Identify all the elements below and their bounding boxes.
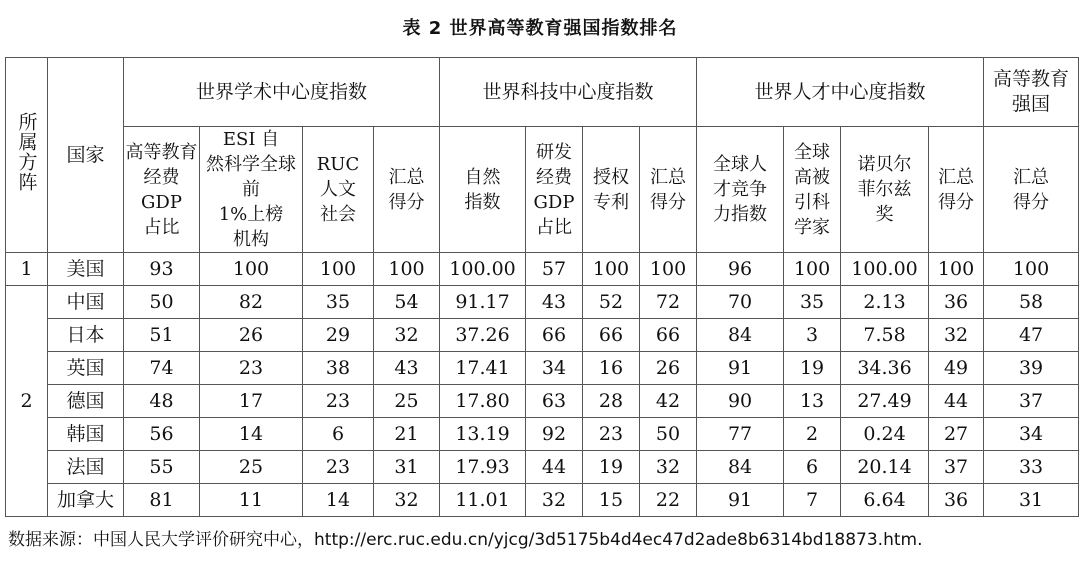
value-cell: 51	[124, 319, 200, 352]
value-cell: 91	[697, 484, 784, 517]
value-cell: 84	[697, 451, 784, 484]
source-note: 数据来源：中国人民大学评价研究中心，http://erc.ruc.edu.cn/yjcg/3d5175b4d4ec47d2ade8b6314bd18873.htm.	[8, 530, 923, 550]
header-c8: 汇总 得分	[640, 127, 697, 253]
header-group-power-label: 高等教育 强国	[993, 68, 1070, 115]
value-cell: 90	[697, 385, 784, 418]
value-cell: 27.49	[841, 385, 929, 418]
value-cell: 38	[303, 352, 374, 385]
value-cell: 11.01	[440, 484, 526, 517]
value-cell: 66	[583, 319, 640, 352]
value-cell: 32	[374, 484, 440, 517]
value-cell: 100	[303, 253, 374, 286]
table-title: 表 2 世界高等教育强国指数排名	[402, 18, 678, 39]
value-cell: 34	[984, 418, 1079, 451]
value-cell: 56	[124, 418, 200, 451]
value-cell: 13.19	[440, 418, 526, 451]
header-tier: 所属方阵	[6, 58, 48, 253]
value-cell: 100	[200, 253, 303, 286]
value-cell: 32	[640, 451, 697, 484]
value-cell: 19	[583, 451, 640, 484]
header-c7: 授权 专利	[583, 127, 640, 253]
value-cell: 7	[784, 484, 841, 517]
value-cell: 14	[303, 484, 374, 517]
value-cell: 6.64	[841, 484, 929, 517]
header-c1: 高等教育 经费 GDP 占比	[124, 127, 200, 253]
country-cell: 日本	[48, 319, 124, 352]
header-c3: RUC 人文 社会	[303, 127, 374, 253]
value-cell: 37	[984, 385, 1079, 418]
value-cell: 13	[784, 385, 841, 418]
value-cell: 6	[784, 451, 841, 484]
value-cell: 37	[929, 451, 984, 484]
header-c5: 自然 指数	[440, 127, 526, 253]
value-cell: 34.36	[841, 352, 929, 385]
value-cell: 23	[583, 418, 640, 451]
value-cell: 49	[929, 352, 984, 385]
header-group-tech: 世界科技中心度指数	[440, 58, 697, 127]
value-cell: 34	[526, 352, 583, 385]
value-cell: 11	[200, 484, 303, 517]
value-cell: 100	[984, 253, 1079, 286]
header-country: 国家	[48, 58, 124, 253]
value-cell: 37.26	[440, 319, 526, 352]
table-row	[6, 286, 1079, 319]
table-row	[6, 484, 1079, 517]
country-cell: 法国	[48, 451, 124, 484]
value-cell: 48	[124, 385, 200, 418]
header-c10: 全球 高被 引科 学家	[784, 127, 841, 253]
value-cell: 3	[784, 319, 841, 352]
header-c6: 研发 经费 GDP 占比	[526, 127, 583, 253]
value-cell: 100	[374, 253, 440, 286]
value-cell: 36	[929, 484, 984, 517]
value-cell: 2.13	[841, 286, 929, 319]
value-cell: 2	[784, 418, 841, 451]
value-cell: 25	[374, 385, 440, 418]
header-c12: 汇总 得分	[929, 127, 984, 253]
value-cell: 70	[697, 286, 784, 319]
value-cell: 55	[124, 451, 200, 484]
table-row	[6, 418, 1079, 451]
value-cell: 81	[124, 484, 200, 517]
value-cell: 32	[526, 484, 583, 517]
value-cell: 35	[303, 286, 374, 319]
value-cell: 39	[984, 352, 1079, 385]
value-cell: 66	[640, 319, 697, 352]
value-cell: 35	[784, 286, 841, 319]
value-cell: 43	[526, 286, 583, 319]
value-cell: 54	[374, 286, 440, 319]
header-row-groups	[6, 58, 1079, 127]
value-cell: 92	[526, 418, 583, 451]
tier-cell: 1	[6, 253, 48, 286]
value-cell: 32	[374, 319, 440, 352]
country-cell: 韩国	[48, 418, 124, 451]
value-cell: 6	[303, 418, 374, 451]
value-cell: 63	[526, 385, 583, 418]
value-cell: 21	[374, 418, 440, 451]
value-cell: 50	[640, 418, 697, 451]
value-cell: 31	[374, 451, 440, 484]
header-c2: ESI 自 然科学全球前 1%上榜 机构	[200, 127, 303, 253]
value-cell: 23	[303, 451, 374, 484]
country-cell: 德国	[48, 385, 124, 418]
table-row	[6, 385, 1079, 418]
header-c9: 全球人 才竞争 力指数	[697, 127, 784, 253]
value-cell: 50	[124, 286, 200, 319]
value-cell: 32	[929, 319, 984, 352]
value-cell: 29	[303, 319, 374, 352]
value-cell: 57	[526, 253, 583, 286]
table-row	[6, 319, 1079, 352]
value-cell: 23	[200, 352, 303, 385]
table-row	[6, 253, 1079, 286]
value-cell: 100.00	[841, 253, 929, 286]
country-cell: 加拿大	[48, 484, 124, 517]
value-cell: 52	[583, 286, 640, 319]
value-cell: 23	[303, 385, 374, 418]
value-cell: 44	[526, 451, 583, 484]
header-group-power	[984, 58, 1079, 127]
header-group-academic: 世界学术中心度指数	[124, 58, 440, 127]
value-cell: 28	[583, 385, 640, 418]
value-cell: 44	[929, 385, 984, 418]
header-c4: 汇总 得分	[374, 127, 440, 253]
value-cell: 100	[784, 253, 841, 286]
value-cell: 91	[697, 352, 784, 385]
value-cell: 72	[640, 286, 697, 319]
tier-cell: 2	[6, 286, 48, 517]
value-cell: 17	[200, 385, 303, 418]
value-cell: 93	[124, 253, 200, 286]
value-cell: 100.00	[440, 253, 526, 286]
country-cell: 美国	[48, 253, 124, 286]
value-cell: 17.93	[440, 451, 526, 484]
value-cell: 16	[583, 352, 640, 385]
value-cell: 26	[640, 352, 697, 385]
value-cell: 66	[526, 319, 583, 352]
value-cell: 17.41	[440, 352, 526, 385]
value-cell: 20.14	[841, 451, 929, 484]
value-cell: 100	[583, 253, 640, 286]
country-cell: 中国	[48, 286, 124, 319]
value-cell: 42	[640, 385, 697, 418]
value-cell: 7.58	[841, 319, 929, 352]
header-c11: 诺贝尔 菲尔兹 奖	[841, 127, 929, 253]
value-cell: 96	[697, 253, 784, 286]
value-cell: 58	[984, 286, 1079, 319]
header-row-columns	[6, 127, 1079, 253]
value-cell: 47	[984, 319, 1079, 352]
value-cell: 74	[124, 352, 200, 385]
header-c13: 汇总 得分	[984, 127, 1079, 253]
value-cell: 100	[640, 253, 697, 286]
header-group-talent: 世界人才中心度指数	[697, 58, 984, 127]
value-cell: 17.80	[440, 385, 526, 418]
value-cell: 26	[200, 319, 303, 352]
value-cell: 15	[583, 484, 640, 517]
table-row	[6, 451, 1079, 484]
table-row	[6, 352, 1079, 385]
value-cell: 31	[984, 484, 1079, 517]
value-cell: 36	[929, 286, 984, 319]
ranking-table	[5, 57, 1079, 517]
value-cell: 100	[929, 253, 984, 286]
value-cell: 82	[200, 286, 303, 319]
value-cell: 33	[984, 451, 1079, 484]
value-cell: 77	[697, 418, 784, 451]
value-cell: 0.24	[841, 418, 929, 451]
value-cell: 43	[374, 352, 440, 385]
value-cell: 22	[640, 484, 697, 517]
value-cell: 91.17	[440, 286, 526, 319]
value-cell: 27	[929, 418, 984, 451]
value-cell: 19	[784, 352, 841, 385]
value-cell: 84	[697, 319, 784, 352]
value-cell: 14	[200, 418, 303, 451]
country-cell: 英国	[48, 352, 124, 385]
value-cell: 25	[200, 451, 303, 484]
